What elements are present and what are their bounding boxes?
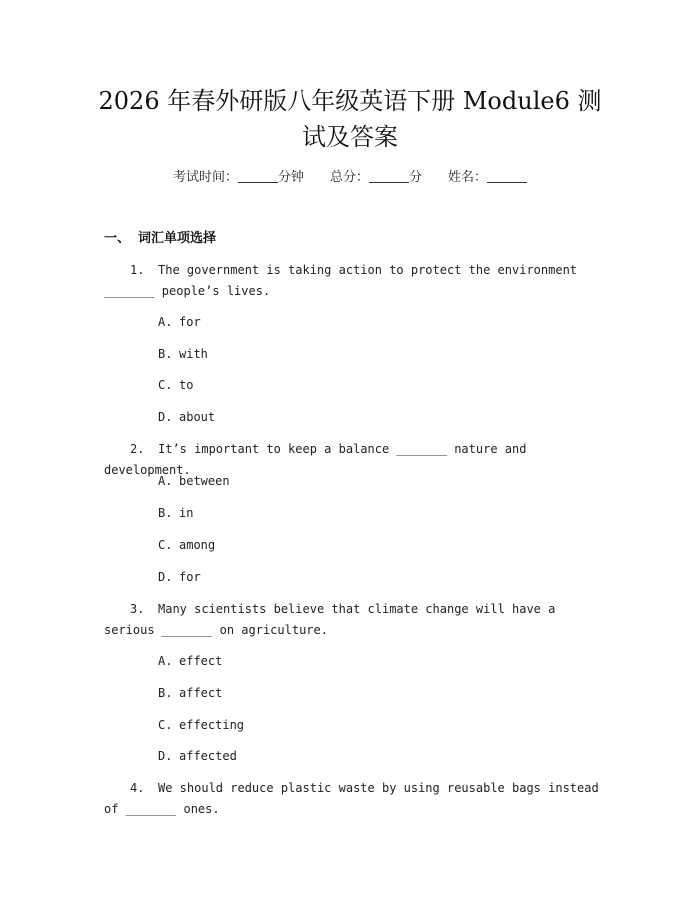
option-letter: C. (158, 378, 173, 392)
option-letter: A. (158, 474, 173, 488)
option-letter: B. (158, 686, 173, 700)
question-number: 4. (130, 781, 145, 795)
question-4 (104, 778, 604, 820)
exam-meta (0, 168, 700, 188)
option-text: affected (179, 749, 237, 763)
option-letter: B. (158, 506, 173, 520)
question-number: 1. (130, 263, 145, 277)
exam-title-line-1: 2026 年春外研版八年级英语下册 Module6 测 (98, 87, 602, 115)
question-text: The government is taking action to protect the environment _______ people’s lives. (104, 263, 578, 298)
option-text: effect (179, 654, 223, 668)
option-2c (158, 535, 215, 555)
question-3 (104, 599, 604, 641)
option-2b (158, 503, 193, 523)
option-text: effecting (179, 718, 245, 732)
exam-title-line-2: 试及答案 (302, 123, 398, 151)
question-text: Many scientists believe that climate change will have a serious _______ on agriculture. (104, 602, 556, 637)
score-blank (369, 169, 409, 183)
option-letter: D. (158, 749, 173, 763)
time-label: 考试时间： (172, 170, 238, 185)
name-blank (487, 169, 527, 183)
option-text: to (179, 378, 194, 392)
option-letter: A. (158, 654, 173, 668)
section-heading (104, 229, 216, 249)
section-title: 词汇单项选择 (138, 231, 217, 246)
time-blank (238, 169, 278, 183)
option-1d (158, 407, 215, 427)
option-text: in (179, 506, 194, 520)
option-1a (158, 312, 201, 332)
option-text: among (179, 538, 216, 552)
question-1 (104, 260, 604, 302)
option-3d (158, 746, 237, 766)
option-3b (158, 683, 222, 703)
question-number: 2. (130, 442, 145, 456)
question-number: 3. (130, 602, 145, 616)
option-text: for (179, 315, 201, 329)
score-label: 总分： (329, 170, 369, 185)
question-text: It’s important to keep a balance _______ nature and development. (104, 442, 527, 477)
option-letter: C. (158, 718, 173, 732)
option-letter: D. (158, 570, 173, 584)
option-text: with (179, 347, 208, 361)
option-letter: D. (158, 410, 173, 424)
section-number: 一、 (104, 231, 131, 246)
option-letter: B. (158, 347, 173, 361)
option-text: for (179, 570, 201, 584)
option-2a (158, 471, 230, 491)
score-unit: 分 (409, 170, 423, 185)
option-letter: C. (158, 538, 173, 552)
option-text: about (179, 410, 216, 424)
question-text: We should reduce plastic waste by using reusable bags instead of _______ ones. (104, 781, 599, 816)
option-2d (158, 567, 201, 587)
name-label: 姓名： (448, 170, 488, 185)
option-3a (158, 651, 222, 671)
option-1c (158, 375, 193, 395)
option-letter: A. (158, 315, 173, 329)
option-1b (158, 344, 208, 364)
option-text: between (179, 474, 230, 488)
time-unit: 分钟 (277, 170, 304, 185)
option-text: affect (179, 686, 223, 700)
option-3c (158, 715, 244, 735)
